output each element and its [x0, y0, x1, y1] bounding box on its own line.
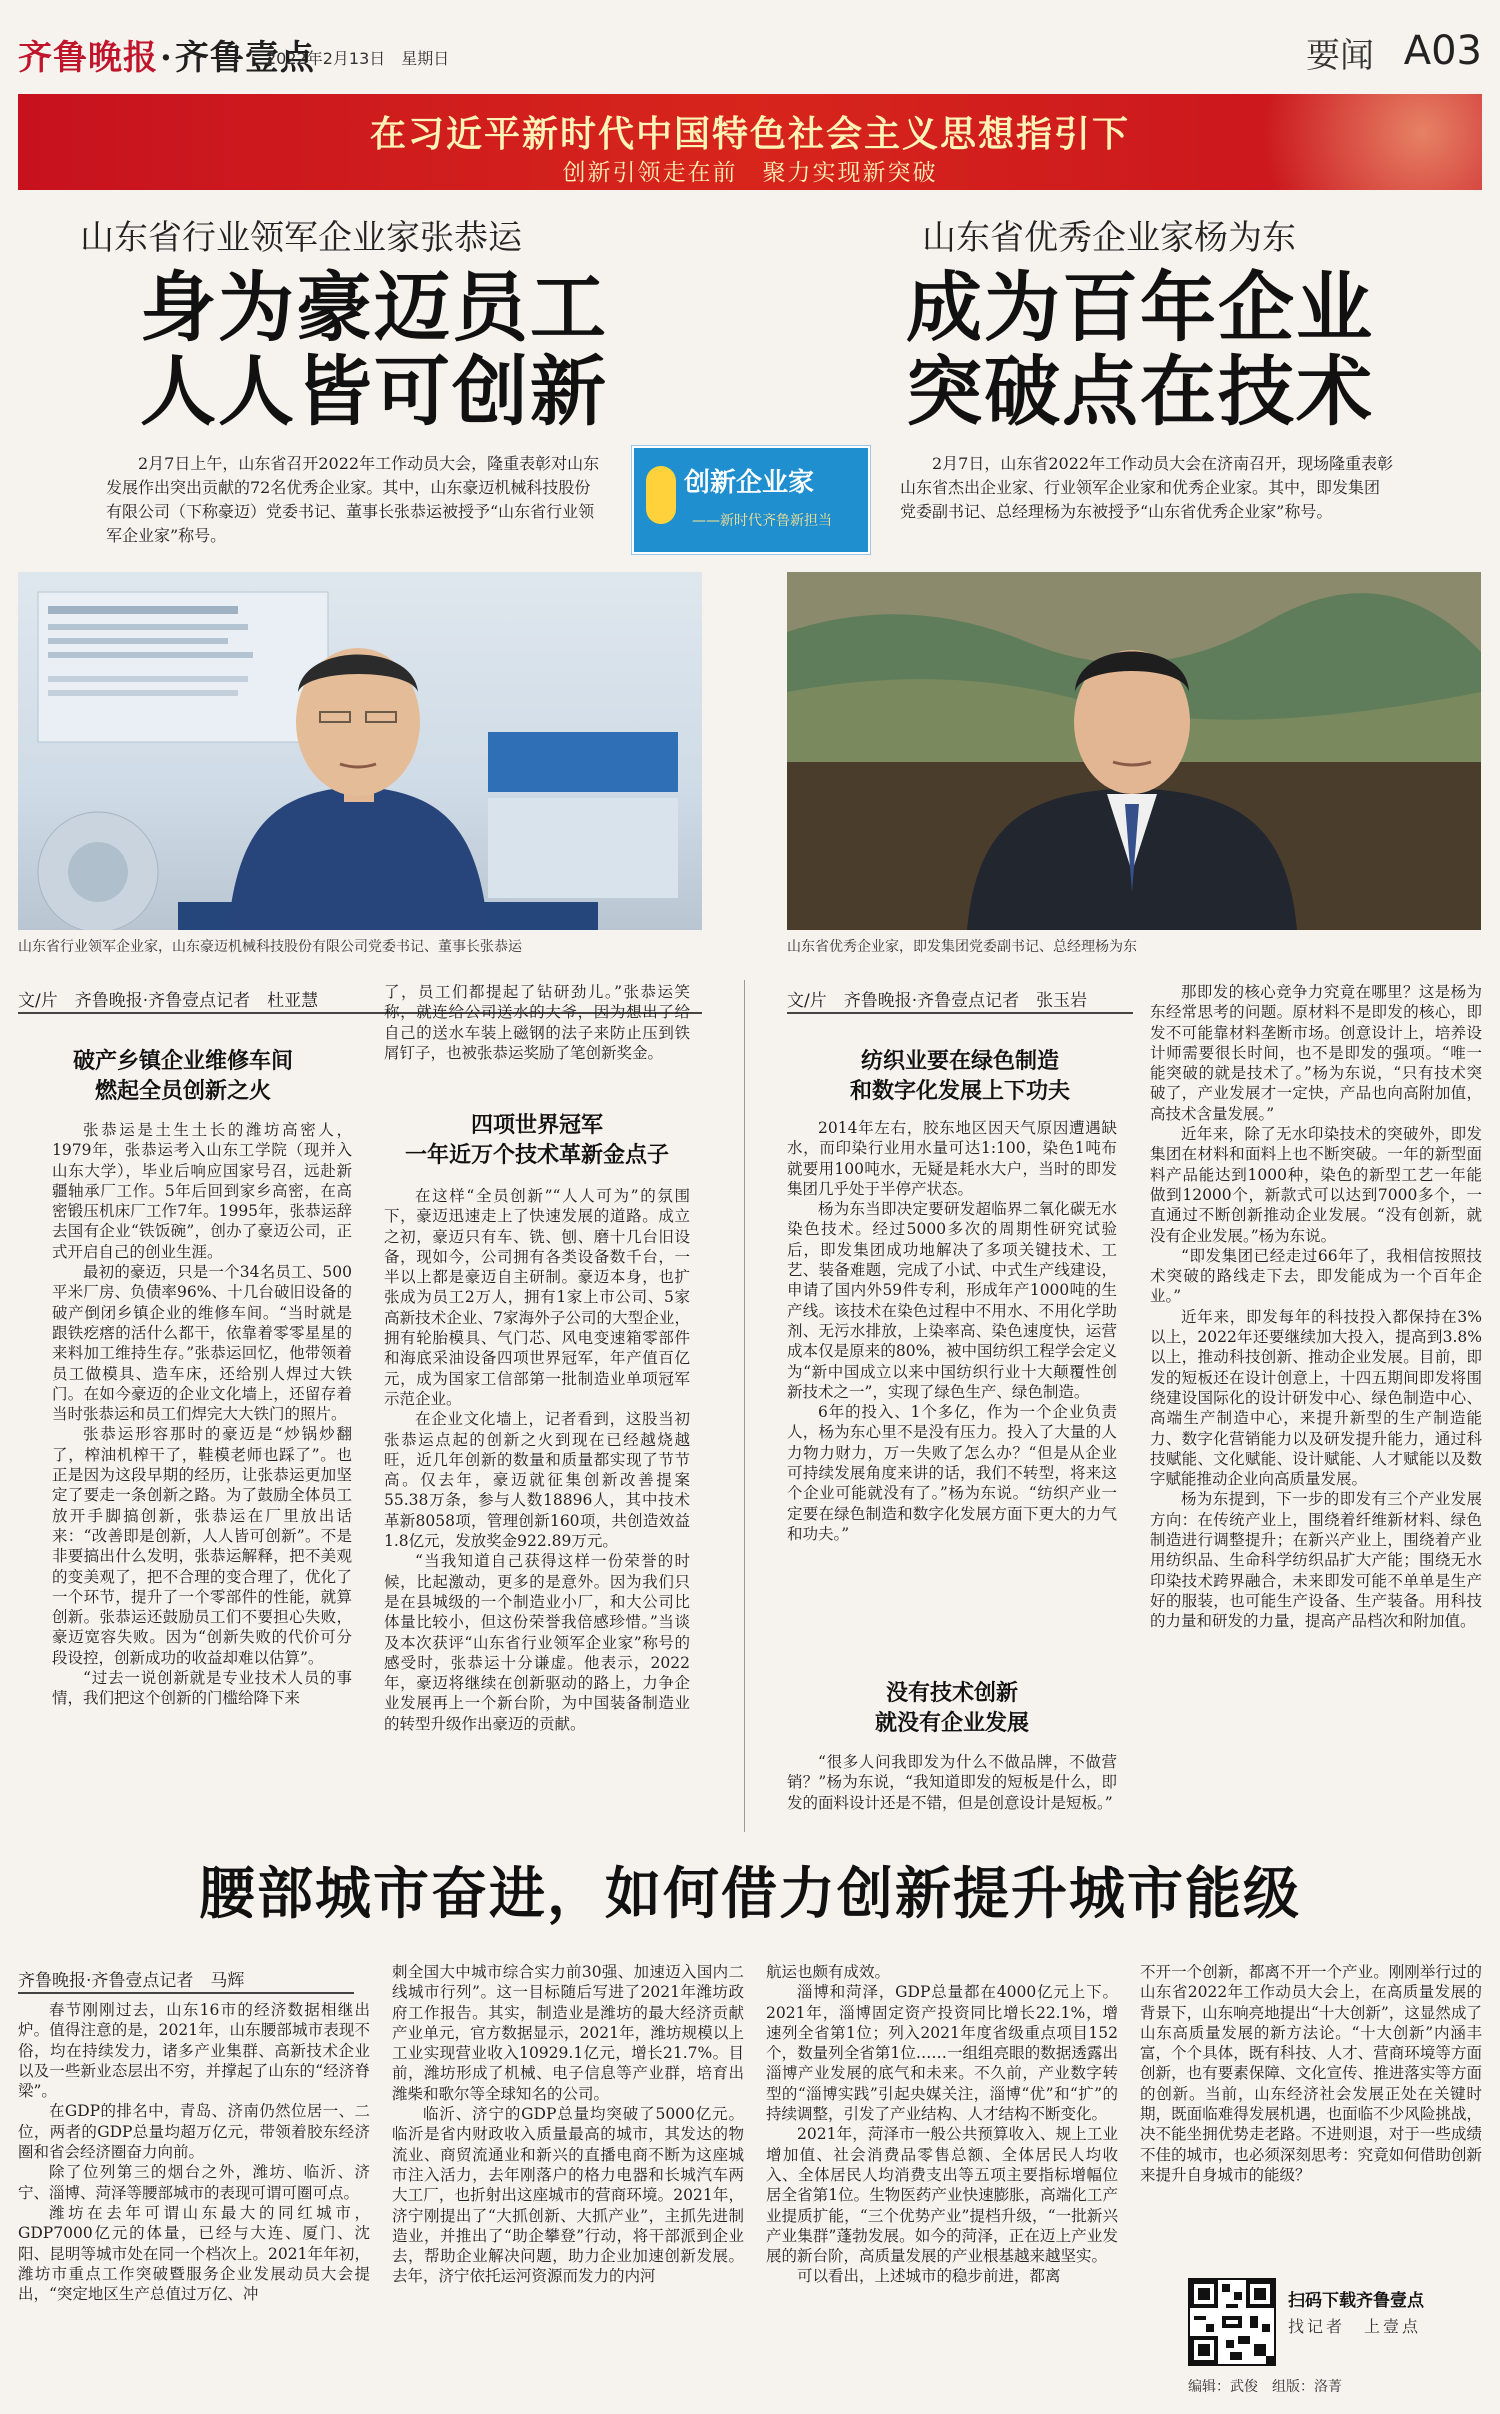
qr-code-icon[interactable]	[1188, 2278, 1276, 2366]
right-subhead-2-text: 没有技术创新 就没有企业发展	[874, 1680, 1029, 1736]
issue-date: 2022年2月13日 星期日	[266, 49, 450, 68]
paragraph: 2014年左右，胶东地区因天气原因遭遇缺水，而印染行业用水量可达1:100，染色1吨布就要用100吨水，无疑是耗水大户，当时的即发集团几乎处于半停产状态。	[787, 1119, 1117, 1198]
right-intro: 2月7日，山东省2022年工作动员大会在济南召开，现场隆重表彰山东省杰出企业家、行业领军企业家和优秀企业家。其中，即发集团党委副书记、总经理杨为东被授予“山东省优秀企业家”称号。	[900, 454, 1394, 521]
bottom-column-1	[18, 2000, 370, 2404]
bottom-column-3	[766, 1962, 1118, 2404]
masthead	[18, 26, 1482, 82]
bottom-headline: 腰部城市奋进，如何借力创新提升城市能级	[199, 1861, 1301, 1927]
logo-subtitle: ——新时代齐鲁新担当	[692, 513, 832, 529]
qr-pattern	[1190, 2280, 1274, 2364]
portrait-illustration-left	[18, 572, 702, 930]
left-subhead-2	[384, 1110, 690, 1170]
paragraph: 潍坊在去年可谓山东最大的同红城市，GDP7000亿元的体量，已经与大连、厦门、沈阳、昆明等城市处在同一个档次上。2021年年初，潍坊市重点工作突破暨服务企业发展动员大会提出，“突定地区生产总值过万亿、冲	[18, 2203, 370, 2304]
paragraph: 在这样“全员创新”“人人可为”的氛围下，豪迈迅速走上了快速发展的道路。成立之初，豪迈只有车、铣、刨、磨十几台旧设备，现如今，公司拥有各类设备数千台，一半以上都是豪迈自主研制。豪迈本身，也扩张成为员工2万人，拥有1家上市公司、5家高新技术企业、7家海外子公司的大型企业，拥有轮胎模具、气门芯、风电变速箱零部件和海底采油设备四项世界冠军，年产值百亿元，成为国家工信部第一批制造业单项冠军示范企业。	[384, 1187, 690, 1408]
qr-caption-line2: 找记者 上壹点	[1288, 2317, 1422, 2336]
left-subhead-1-text: 破产乡镇企业维修车间 燃起全员创新之火	[72, 1048, 293, 1104]
left-subhead-1	[18, 1046, 348, 1106]
left-column-1	[52, 1120, 352, 1848]
left-headline-line2: 人人皆可创新	[140, 347, 608, 436]
left-kicker: 山东省行业领军企业家张恭运	[80, 218, 522, 258]
bottom-byline-rule	[18, 1992, 354, 1994]
photo-zhang-gongyun	[18, 572, 702, 930]
paragraph: “当我知道自己获得这样一份荣誉的时候，比起激动，更多的是意外。因为我们只是在县城级的一个制造业小厂，和大公司比体量比较小，但这份荣誉我倍感珍惜。”当谈及本次获评“山东省行业领军企业家”称号的感受时，张恭运十分谦虚。他表示，2022年，豪迈将继续在创新驱动的路上，力争企业发展再上一个新台阶，为中国装备制造业的转型升级作出豪迈的贡献。	[384, 1552, 690, 1733]
paragraph: 近年来，除了无水印染技术的突破外，即发集团在材料和面料上也不断突破。一年的新型面料产品能达到1000种，染色的新型工艺一年能做到12000个，新款式可以达到7000多个，一直通过不断创新推动企业发展。“没有创新，就没有企业发展。”杨为东说。	[1150, 1125, 1482, 1245]
right-byline: 文/片 齐鲁晚报·齐鲁壹点记者 张玉岩	[787, 991, 1088, 1011]
right-byline-rule	[787, 1012, 1133, 1014]
right-subhead-1	[787, 1046, 1133, 1106]
innovation-entrepreneur-logo	[632, 446, 870, 554]
paragraph: 除了位列第三的烟台之外，潍坊、临沂、济宁、淄博、菏泽等腰部城市的表现可谓可圈可点。	[18, 2163, 370, 2202]
paragraph: 近年来，即发每年的科技投入都保持在3%以上，2022年还要继续加大投入，提高到3.8%以上，推动科技创新、推动企业发展。目前，即发的短板还在设计创意上，十四五期间即发将围绕建设国际化的设计研发中心、绿色制造中心、高端生产制造中心，来提升新型的生产制造能力、数字化营销能力以及研发提升能力，通过科技赋能、文化赋能、设计赋能、人才赋能以及数字赋能推动企业向高质量发展。	[1150, 1307, 1482, 1489]
paragraph: 航运也颇有成效。	[766, 1963, 891, 1981]
bottom-column-4	[1140, 1962, 1482, 2268]
bottom-column-2	[392, 1962, 744, 2404]
paragraph: 春节刚刚过去，山东16市的经济数据相继出炉。值得注意的是，2021年，山东腰部城市表现不俗，均在持续发力，诸多产业集群、高新技术企业以及一些新业态层出不穷，并撑起了山东的“经济脊梁”。	[18, 2001, 370, 2101]
paragraph: 6年的投入、1个多亿，作为一个企业负责人，杨为东心里不是没有压力。投入了大量的人力物力财力，万一失败了怎么办？“但是从企业可持续发展角度来讲的话，我们不转型，将来这个企业可能就没有了。”杨为东说。“纺织产业一定要在绿色制造和数字化发展方面下更大的力气和功夫。”	[787, 1403, 1117, 1543]
right-headline-line1: 成为百年企业	[906, 263, 1374, 352]
paragraph: 刺全国大中城市综合实力前30强、加速迈入国内二线城市行列”。这一目标随后写进了2021年潍坊政府工作报告。其实，制造业是潍坊的最大经济贡献产业单元，官方数据显示，2021年，潍坊规模以上工业实现营业收入10929.1亿元，增长21.7%。目前，潍坊形成了机械、电子信息等产业群，培育出潍柴和歌尔等全球知名的公司。	[392, 1963, 744, 2103]
banner-title: 在习近平新时代中国特色社会主义思想指引下	[369, 113, 1130, 155]
paragraph: 淄博和菏泽，GDP总量都在4000亿元上下。2021年，淄博固定资产投资同比增长22.1%，增速列全省第1位；列入2021年度省级重点项目152个，数量列全省第1位……一组组亮眼的数据透露出淄博产业发展的底气和未来。不久前，产业数字转型的“淄博实践”引起央媒关注，淄博“优”和“扩”的持续调整，引发了产业结构、人才结构不断变化。	[766, 1983, 1118, 2124]
paragraph: 2021年，菏泽市一般公共预算收入、规上工业增加值、社会消费品零售总额、全体居民人均收入、全体居民人均消费支出等五项主要指标增幅位居全省第1位。生物医药产业快速膨胀，高端化工产业提质扩能，“三个优势产业”提档升级，“一批新兴产业集群”蓬勃发展。如今的菏泽，正在迈上产业发展的新台阶，高质量发展的产业根基越来越坚实。	[766, 2125, 1118, 2266]
microphone-icon	[646, 466, 676, 524]
right-column-2	[1150, 982, 1482, 1842]
page-number: A03	[1403, 28, 1482, 74]
bottom-byline: 齐鲁晚报·齐鲁壹点记者 马辉	[18, 1971, 245, 1991]
paragraph: 最初的豪迈，只是一个34名员工、500平米厂房、负债率96%、十几台破旧设备的破产倒闭乡镇企业的维修车间。“当时就是跟铁疙瘩的活什么都干，依靠着零零星星的来料加工维持生存。”张恭运回忆，他带领着员工做模具、造车床，还给别人焊过大铁门。在如今豪迈的企业文化墙上，还留存着当时张恭运和员工们焊完大大铁门的照片。	[52, 1263, 352, 1424]
paragraph: 可以看出，上述城市的稳步前进，都离	[797, 2267, 1061, 2286]
right-column-1	[787, 1118, 1117, 1688]
paragraph: “即发集团已经走过66年了，我相信按照技术突破的路线走下去，即发能成为一个百年企业。”	[1150, 1246, 1482, 1306]
left-headline-line1: 身为豪迈员工	[140, 263, 608, 352]
left-photo-caption: 山东省行业领军企业家，山东豪迈机械科技股份有限公司党委书记、董事长张恭运	[18, 939, 522, 955]
qr-caption-line1: 扫码下载齐鲁壹点	[1288, 2291, 1424, 2311]
right-subhead-1-text: 纺织业要在绿色制造 和数字化发展上下功夫	[849, 1048, 1070, 1104]
story-divider	[744, 980, 745, 1832]
left-column-2-top	[384, 982, 690, 1102]
section-name: 要闻	[1306, 36, 1374, 76]
paragraph: 杨为东提到，下一步的即发有三个产业发展方向：在传统产业上，围绕着纤维新材料、绿色制造进行调整提升；在新兴产业上，围绕着产业用纺织品、生命科学纺织品扩大产能；围绕无水印染技术跨界融合，未来即发可能不单单是生产好的服装，也可能生产设备、生产装备。用科技的力量和研发的力量，提高产品档次和附加值。	[1150, 1490, 1482, 1631]
brand-separator: ·	[160, 38, 173, 78]
right-photo-caption: 山东省优秀企业家，即发集团党委副书记、总经理杨为东	[787, 939, 1137, 955]
paragraph: 在GDP的排名中，青岛、济南仍然位居一、二位，两者的GDP总量均超万亿元，带领着胶东经济圈和省会经济圈奋力向前。	[18, 2102, 370, 2162]
logo-title: 创新企业家	[684, 468, 815, 498]
paragraph: 张恭运是土生土长的潍坊高密人，1979年，张恭运考入山东工学院（现并入山东大学），毕业后响应国家号召，远赴新疆轴承厂工作。5年后回到家乡高密，在高密锻压机床厂工作7年。1995年，张恭运辞去国有企业“铁饭碗”，创办了豪迈公司，正式开启自己的创业生涯。	[52, 1121, 352, 1261]
paragraph: 不开一个创新，都离不开一个产业。刚刚举行过的山东省2022年工作动员大会上，在高质量发展的背景下，山东响亮地提出“十大创新”，这显然成了山东高质量发展的新方法论。“十大创新”内涵丰富，个个具体，既有科技、人才、营商环境等方面创新，也有要素保障、文化宣传、推进落实等方面的创新。当前，山东经济社会发展正处在关键时期，既面临难得发展机遇，也面临不少风险挑战，决不能坐拥优势走老路。不进则退，对于一些成绩不佳的城市，也必须深刻思考：究竟如何借助创新来提升自身城市的能级？	[1140, 1963, 1482, 2184]
paragraph: 临沂、济宁的GDP总量均突破了5000亿元。临沂是省内财政收入质量最高的城市，其发达的物流业、商贸流通业和新兴的直播电商不断为这座城市注入活力，去年刚落户的格力电器和长城汽车两大工厂，也折射出这座城市的营商环境。2021年，济宁刚提出了“大抓创新、大抓产业”，主抓先进制造业，并推出了“助企攀登”行动，将干部派到企业去，帮助企业解决问题，助力企业加速创新发展。去年，济宁依托运河资源而发力的内河	[392, 2105, 744, 2286]
left-subhead-2-text: 四项世界冠军 一年近万个技术革新金点子	[404, 1112, 669, 1168]
paragraph: 了，员工们都提起了钻研劲儿。”张恭运笑称，就连给公司送水的大爷，因为想出了给自己的送水车装上磁钢的法子来防止压到铁屑钉子，也被张恭运奖励了笔创新奖金。	[384, 983, 690, 1062]
topic-banner	[18, 94, 1482, 190]
left-column-2	[384, 1186, 690, 1848]
paragraph: “很多人问我即发为什么不做品牌，不做营销？”杨为东说，“我知道即发的短板是什么，即发的面料设计还是不错，但是创意设计是短板。”	[787, 1753, 1117, 1812]
editor-credits: 编辑：武俊 组版：洛菁	[1188, 2379, 1342, 2395]
right-kicker: 山东省优秀企业家杨为东	[922, 218, 1296, 258]
right-headline-line2: 突破点在技术	[906, 347, 1374, 436]
paragraph: 杨为东当即决定要研发超临界二氧化碳无水染色技术。经过5000多次的周期性研究试验后，即发集团成功地解决了多项关键技术、工艺、装备难题，完成了小试、中式生产线建设，申请了国内外59件专利，形成年产1000吨的生产线。该技术在染色过程中不用水、不用化学助剂、无污水排放，上染率高、染色速度快，运营成本仅是原来的80%，被中国纺织工程学会定义为“新中国成立以来中国纺织行业十大颠覆性创新技术之一”，实现了绿色生产、绿色制造。	[787, 1200, 1117, 1401]
paragraph: 那即发的核心竞争力究竟在哪里？这是杨为东经常思考的问题。原材料不是即发的核心，即发不可能靠材料垄断市场。创意设计上，培养设计师需要很长时间，也不是即发的强项。“唯一能突破的就是技术了。”杨为东说，“只有技术突破了，产业发展才一定快，产品也向高附加值，高技术含量发展。”	[1150, 983, 1482, 1123]
paragraph: “过去一说创新就是专业技术人员的事情，我们把这个创新的门槛给降下来	[52, 1669, 352, 1708]
left-intro: 2月7日上午，山东省召开2022年工作动员大会，隆重表彰对山东发展作出突出贡献的72名优秀企业家。其中，山东豪迈机械科技股份有限公司（下称豪迈）党委书记、董事长张恭运被授予“山东省行业领军企业家”称号。	[106, 454, 600, 545]
right-column-1-b	[787, 1752, 1117, 1842]
paragraph: 张恭运形容那时的豪迈是“炒锅炒翻了，榨油机榨干了，鞋模老师也踩了”。也正是因为这段早期的经历，让张恭运更加坚定了要走一条创新之路。为了鼓励全体员工放开手脚搞创新，张恭运在厂里放出话来：“改善即是创新，人人皆可创新”。不是非要搞出什么发明，张恭运解释，把不美观的变美观了，把不合理的变合理了，优化了一个环节，提升了一个零部件的性能，就算创新。张恭运还鼓励员工们不要担心失败，豪迈宽容失败。因为“创新失败的代价可分段设控，创新成功的收益却难以估算”。	[52, 1425, 352, 1667]
portrait-illustration-right	[787, 572, 1481, 930]
brand-name-qilu-yidian: 齐鲁壹点	[174, 38, 315, 78]
right-subhead-2	[787, 1678, 1117, 1738]
photo-yang-weidong	[787, 572, 1481, 930]
brand-name-qilu-evening: 齐鲁晚报	[18, 38, 158, 78]
left-byline: 文/片 齐鲁晚报·齐鲁壹点记者 杜亚慧	[18, 991, 319, 1011]
banner-subtitle: 创新引领走在前 聚力实现新突破	[562, 160, 938, 186]
paragraph: 在企业文化墙上，记者看到，这股当初张恭运点起的创新之火到现在已经越烧越旺，近几年创新的数量和质量都实现了节节高。仅去年，豪迈就征集创新改善提案55.38万条，参与人数18896人，其中技术革新8058项，管理创新160项，共创造效益1.8亿元，发放奖金922.89万元。	[384, 1410, 690, 1551]
